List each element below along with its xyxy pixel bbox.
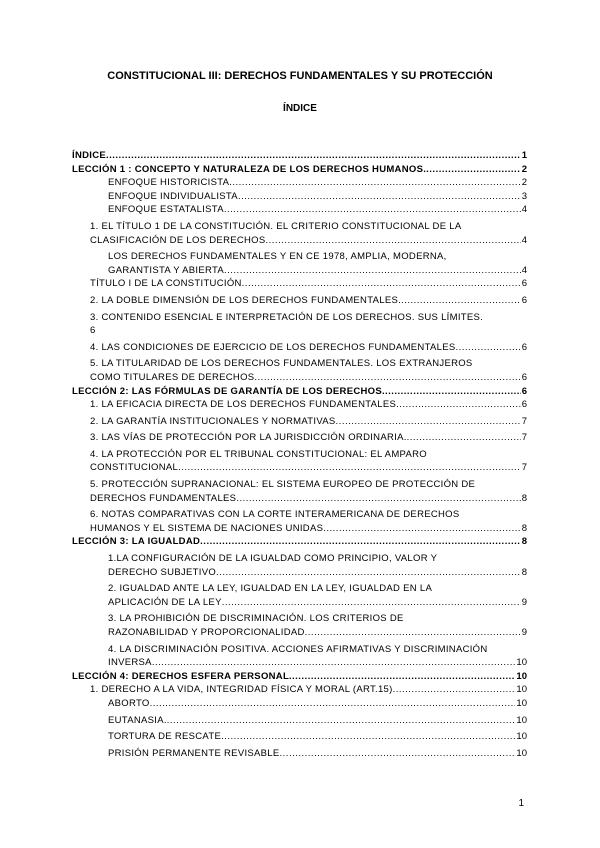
toc-entry-derechos-ce-1978[interactable]: LOS DERECHOS FUNDAMENTALES Y EN CE 1978, AMPLIA, MODERNA, GARANTISTA Y ABIERTA ..... 4 xyxy=(72,250,527,277)
index-heading: ÍNDICE xyxy=(283,103,317,114)
toc-entry-derecho-vida[interactable]: 1. DERECHO A LA VIDA, INTEGRIDAD FÍSICA Y MORAL (ART.15) ..... 10 xyxy=(72,683,527,697)
toc-entry-aborto[interactable]: ABORTO ..... 10 xyxy=(72,697,527,711)
toc-entry-igualdad-ante-ley[interactable]: 2. IGUALDAD ANTE LA LEY, IGUALDAD EN LA LEY, IGUALDAD EN LA APLICACIÓN DE LA LEY ..... 9 xyxy=(72,582,527,609)
toc-entry-leccion-2[interactable]: LECCIÓN 2: LAS FÓRMULAS DE GARANTÍA DE LOS DERECHOS. ..... 6 xyxy=(72,385,527,399)
toc-entry-tortura-rescate[interactable]: TORTURA DE RESCATE ..... 10 xyxy=(72,730,527,744)
toc-entry-vias-proteccion[interactable]: 3. LAS VÍAS DE PROTECCIÓN POR LA JURISDICCIÓN ORDINARIA. ..... 7 xyxy=(72,431,527,445)
toc-entry-enfoque-historicista[interactable]: ENFOQUE HISTORICISTA ..... 2 xyxy=(72,176,527,190)
toc-entry-leccion-3[interactable]: LECCIÓN 3: LA IGUALDAD ..... 8 xyxy=(72,535,527,549)
document-title: CONSTITUCIONAL III: DERECHOS FUNDAMENTALES Y SU PROTECCIÓN xyxy=(107,70,493,82)
toc-entry-eficacia-directa[interactable]: 1. LA EFICACIA DIRECTA DE LOS DERECHOS FUNDAMENTALES ..... 6 xyxy=(72,398,527,412)
toc-entry-proteccion-supranacional[interactable]: 5. PROTECCIÓN SUPRANACIONAL: EL SISTEMA EUROPEO DE PROTECCIÓN DE DERECHOS FUNDAMENTALES ..... 8 xyxy=(72,478,527,505)
page-number: 1 xyxy=(518,798,524,809)
toc-entry-titularidad[interactable]: 5. LA TITULARIDAD DE LOS DERECHOS FUNDAMENTALES. LOS EXTRANJEROS COMO TITULARES DE DERECHOS ..... 6 xyxy=(72,357,527,384)
toc-entry-doble-dimension[interactable]: 2. LA DOBLE DIMENSIÓN DE LOS DERECHOS FUNDAMENTALES. ..... 6 xyxy=(72,294,527,308)
toc-entry-discriminacion-positiva[interactable]: 4. LA DISCRIMINACIÓN POSITIVA. ACCIONES AFIRMATIVAS Y DISCRIMINACIÓN INVERSA ..... 10 xyxy=(72,643,527,670)
toc-entry-prision-permanente[interactable]: PRISIÓN PERMANENTE REVISABLE ..... 10 xyxy=(72,747,527,761)
toc-entry-configuracion-igualdad[interactable]: 1.LA CONFIGURACIÓN DE LA IGUALDAD COMO PRINCIPIO, VALOR Y DERECHO SUBJETIVO ..... 8 xyxy=(72,552,527,579)
toc-entry-enfoque-individualista[interactable]: ENFOQUE INDIVIDUALISTA ..... 3 xyxy=(72,190,527,204)
toc-entry-eutanasia[interactable]: EUTANASIA. ..... 10 xyxy=(72,714,527,728)
toc-entry-titulo-1[interactable]: 1. EL TÍTULO 1 DE LA CONSTITUCIÓN. EL CRITERIO CONSTITUCIONAL DE LA CLASIFICACIÓN DE LOS DERECHOS ..... 4 xyxy=(72,220,527,247)
toc-entry-garantia-institucionales[interactable]: 2. LA GARANTÍA INSTITUCIONALES Y NORMATIVAS ..... 7 xyxy=(72,415,527,429)
toc-entry-titulo-i[interactable]: TÍTULO I DE LA CONSTITUCIÓN ..... 6 xyxy=(72,277,527,291)
toc-entry-amparo[interactable]: 4. LA PROTECCIÓN POR EL TRIBUNAL CONSTITUCIONAL: EL AMPARO CONSTITUCIONAL ..... 7 xyxy=(72,448,527,475)
toc-entry-condiciones-ejercicio[interactable]: 4. LAS CONDICIONES DE EJERCICIO DE LOS DERECHOS FUNDAMENTALES ..... 6 xyxy=(72,341,527,355)
toc-entry-prohibicion-discriminacion[interactable]: 3. LA PROHIBICIÓN DE DISCRIMINACIÓN. LOS CRITERIOS DE RAZONABILIDAD Y PROPORCIONALIDAD ..... 9 xyxy=(72,612,527,639)
toc-entry-enfoque-estatalista[interactable]: ENFOQUE ESTATALISTA ..... 4 xyxy=(72,203,527,217)
table-of-contents xyxy=(72,149,527,760)
toc-entry-leccion-4[interactable]: LECCIÓN 4: DERECHOS ESFERA PERSONAL. ..... 10 xyxy=(72,670,527,684)
toc-entry-notas-comparativas[interactable]: 6. NOTAS COMPARATIVAS CON LA CORTE INTERAMERICANA DE DERECHOS HUMANOS Y EL SISTEMA DE NACIONES UNIDAS ..... 8 xyxy=(72,508,527,535)
toc-entry-leccion-1[interactable]: LECCIÓN 1 : CONCEPTO Y NATURALEZA DE LOS DERECHOS HUMANOS. ..... 2 xyxy=(72,163,527,177)
toc-entry-indice[interactable]: ÍNDICE ..... 1 xyxy=(72,149,527,163)
toc-entry-contenido-esencial[interactable]: 3. CONTENIDO ESENCIAL E INTERPRETACIÓN DE LOS DERECHOS. SUS LÍMITES. 6 xyxy=(90,311,484,337)
